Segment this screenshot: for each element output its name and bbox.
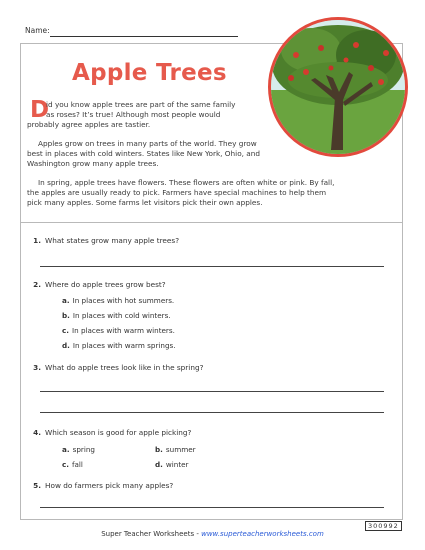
footer-brand: Super Teacher Worksheets bbox=[101, 530, 195, 538]
question-text: How do farmers pick many apples? bbox=[45, 481, 174, 490]
question-2 bbox=[29, 280, 166, 289]
page-title: Apple Trees bbox=[72, 60, 227, 86]
footer bbox=[0, 530, 425, 538]
passage-line: the apples are usually ready to pick. Farmers have special machines to help them bbox=[27, 188, 327, 197]
drop-cap: D bbox=[30, 97, 50, 123]
option-4d[interactable]: d. winter bbox=[155, 460, 189, 469]
question-4 bbox=[29, 428, 191, 437]
answer-line-1[interactable] bbox=[40, 266, 384, 267]
passage-line: pick many apples. Some farms let visitors pick their own apples. bbox=[27, 198, 263, 207]
name-field[interactable] bbox=[25, 26, 50, 35]
passage-line: Washington grow many apple trees. bbox=[27, 159, 159, 168]
passage-line: best in places with cold winters. States like New York, Ohio, and bbox=[27, 149, 261, 158]
option-2a[interactable]: a. In places with hot summers. bbox=[62, 296, 175, 305]
option-2b[interactable]: b. In places with cold winters. bbox=[62, 311, 171, 320]
passage-line: In spring, apple trees have flowers. These flowers are often white or pink. By fall, bbox=[38, 178, 335, 187]
passage-line: as roses? It’s true! Although most people would bbox=[46, 110, 221, 119]
apple-tree-photo bbox=[268, 17, 408, 157]
question-number: 1. bbox=[33, 236, 41, 245]
option-2d[interactable]: d. In places with warm springs. bbox=[62, 341, 176, 350]
name-line[interactable] bbox=[50, 36, 238, 37]
footer-url-link[interactable]: www.superteacherworksheets.com bbox=[201, 530, 324, 538]
question-number: 5. bbox=[33, 481, 41, 490]
question-text: What states grow many apple trees? bbox=[45, 236, 180, 245]
question-number: 3. bbox=[33, 363, 41, 372]
passage-line: id you know apple trees are part of the same family bbox=[46, 100, 236, 109]
name-label: Name: bbox=[25, 26, 50, 35]
section-divider bbox=[20, 222, 403, 223]
option-4b[interactable]: b. summer bbox=[155, 445, 196, 454]
option-4a[interactable]: a. spring bbox=[62, 445, 95, 454]
question-5 bbox=[29, 481, 173, 490]
footer-separator: - bbox=[194, 530, 202, 538]
answer-line-3a[interactable] bbox=[40, 391, 384, 392]
question-3 bbox=[29, 363, 203, 372]
passage-line: probably agree apples are tastier. bbox=[27, 120, 151, 129]
passage-line: Apples grow on trees in many parts of the world. They grow bbox=[38, 139, 257, 148]
question-number: 2. bbox=[33, 280, 41, 289]
option-2c[interactable]: c. In places with warm winters. bbox=[62, 326, 175, 335]
question-text: Where do apple trees grow best? bbox=[45, 280, 166, 289]
question-number: 4. bbox=[33, 428, 41, 437]
answer-line-3b[interactable] bbox=[40, 412, 384, 413]
worksheet-code: 300992 bbox=[365, 521, 402, 531]
question-1 bbox=[29, 236, 179, 245]
question-text: What do apple trees look like in the spring? bbox=[45, 363, 204, 372]
answer-line-5[interactable] bbox=[40, 507, 384, 508]
option-4c[interactable]: c. fall bbox=[62, 460, 83, 469]
question-text: Which season is good for apple picking? bbox=[45, 428, 192, 437]
